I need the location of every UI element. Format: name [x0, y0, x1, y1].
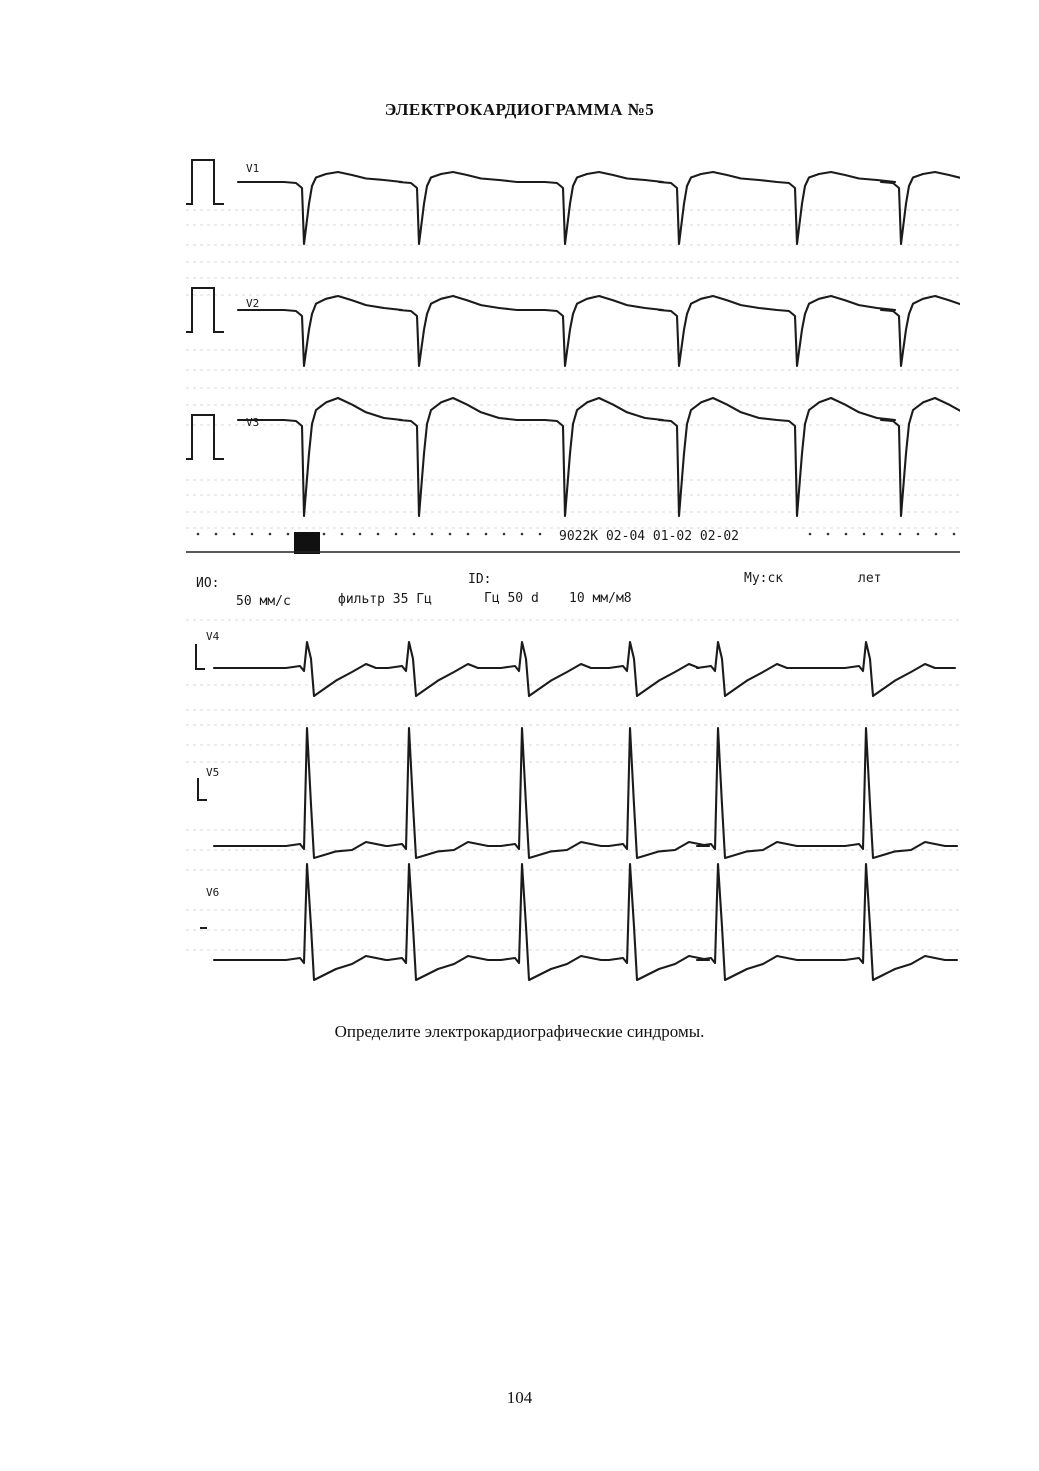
ecg-trace-v5	[214, 728, 957, 858]
lead-label-v4: V4	[206, 630, 220, 643]
page-title: ЭЛЕКТРОКАРДИОГРАММА №5	[384, 100, 655, 119]
device-code: 9022K 02-04 01-02 02-02	[559, 529, 740, 544]
mains-setting: Гц 50 d	[484, 591, 539, 606]
lead-v6	[200, 864, 957, 980]
header-age-label: лет	[858, 571, 882, 586]
filter-setting: фильтр 35 Гц	[338, 592, 432, 607]
event-marker	[294, 532, 320, 554]
calibration-pulse-v3	[186, 415, 224, 459]
ecg-figure	[186, 150, 960, 998]
paper-speed: 50 мм/с	[236, 594, 291, 609]
lead-v5	[198, 728, 957, 858]
header-sex-label: Му:ск	[744, 571, 784, 586]
lead-v3	[186, 398, 960, 516]
calibration-mark-v5	[198, 778, 207, 800]
calibration-pulse-v2	[186, 288, 224, 332]
task-prompt: Определите электрокардиографические синдромы.	[334, 1022, 705, 1041]
lead-label-v5: V5	[206, 766, 220, 779]
calibration-mark-v4	[196, 644, 205, 669]
lead-v1	[186, 160, 960, 244]
lead-label-v1: V1	[246, 162, 260, 175]
calibration-pulse-v1	[186, 160, 224, 204]
lead-v4	[196, 630, 955, 696]
ecg-trace-v4	[214, 642, 955, 696]
lead-label-v6: V6	[206, 886, 220, 899]
header-id-label: ID:	[468, 572, 492, 587]
ecg-trace-v2	[238, 296, 960, 366]
ecg-trace-v1	[238, 172, 960, 244]
gain-setting: 10 мм/м8	[569, 591, 632, 606]
lead-v2	[186, 288, 960, 366]
ecg-trace-v6	[214, 864, 957, 980]
page-number: 104	[506, 1388, 533, 1407]
ecg-trace-v3	[238, 398, 960, 516]
lead-label-v3: V3	[246, 416, 260, 429]
header-name-label: ИО:	[196, 576, 220, 591]
lead-label-v2: V2	[246, 297, 260, 310]
